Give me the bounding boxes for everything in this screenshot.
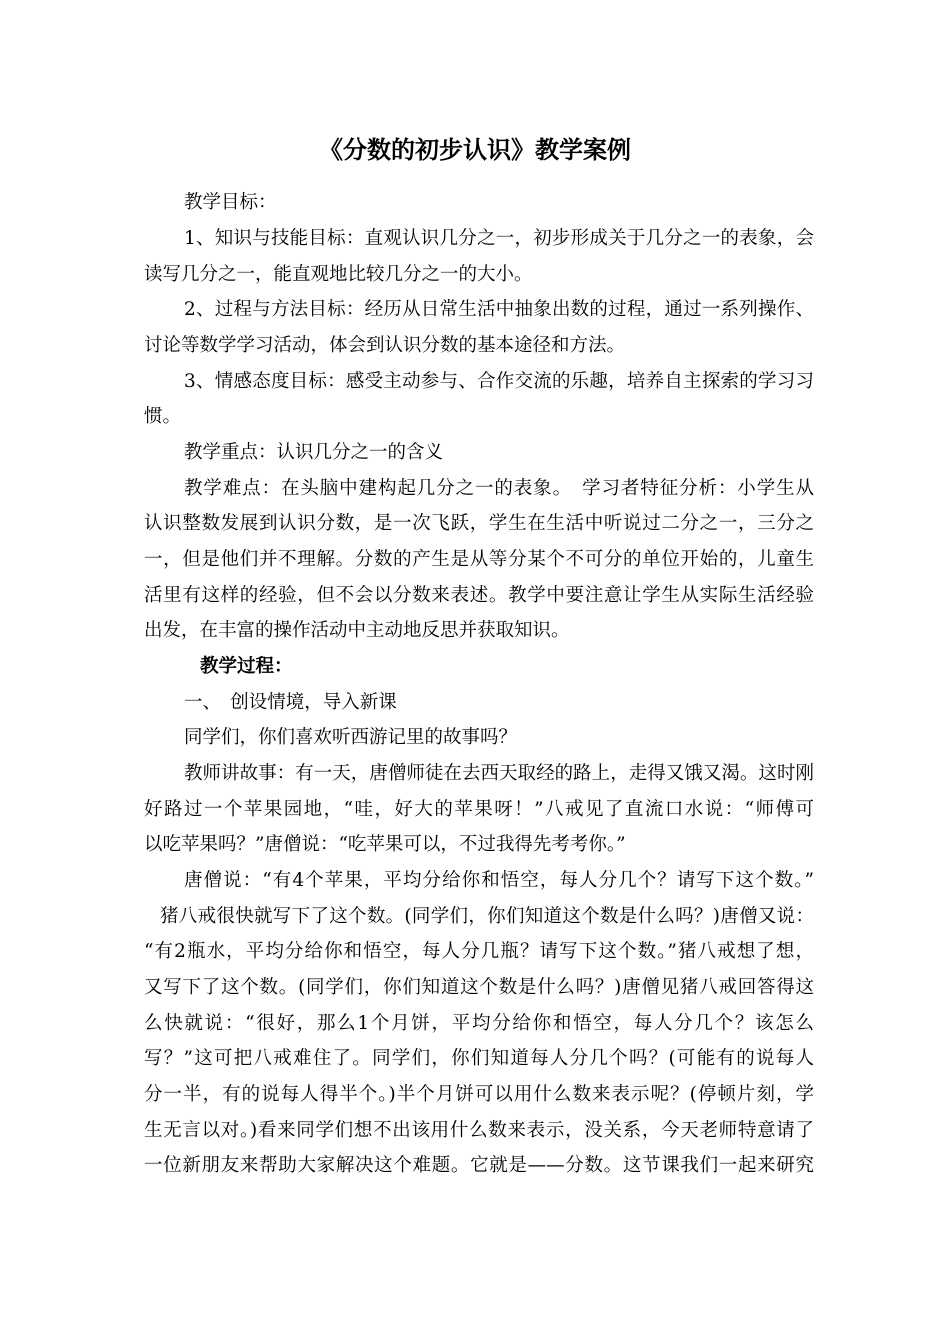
paragraph-line: 么快就说：“很好，那么1个月饼，平均分给你和悟空，每人分几个？该怎么 bbox=[144, 1013, 814, 1034]
paragraph-line: 1、知识与技能目标：直观认识几分之一，初步形成关于几分之一的表象，会 bbox=[184, 228, 814, 249]
document-title: 《分数的初步认识》教学案例 bbox=[319, 135, 631, 164]
paragraph-line: 教学重点：认识几分之一的含义 bbox=[184, 442, 444, 463]
paragraph-line: 生无言以对。)看来同学们想不出该用什么数来表示，没关系，今天老师特意请了 bbox=[144, 1120, 814, 1141]
paragraph-line: 读写几分之一，能直观地比较几分之一的大小。 bbox=[144, 264, 533, 285]
paragraph-line: 好路过一个苹果园地，“哇，好大的苹果呀！”八戒见了直流口水说：“师傅可 bbox=[144, 799, 814, 820]
paragraph-line: 分一半，有的说每人得半个。)半个月饼可以用什么数来表示呢？(停顿片刻，学 bbox=[144, 1084, 814, 1105]
paragraph-line: 一，但是他们并不理解。分数的产生是从等分某个不可分的单位开始的，儿童生 bbox=[144, 549, 814, 570]
paragraph-line: 一、 创设情境，导入新课 bbox=[184, 692, 397, 713]
paragraph-line: 认识整数发展到认识分数，是一次飞跃，学生在生活中听说过二分之一，三分之 bbox=[144, 513, 814, 534]
paragraph-line: 猪八戒很快就写下了这个数。(同学们，你们知道这个数是什么吗？)唐僧又说： bbox=[160, 906, 814, 927]
paragraph-line: 活里有这样的经验，但不会以分数来表述。教学中要注意让学生从实际生活经验 bbox=[144, 585, 814, 606]
paragraph-line: 一位新朋友来帮助大家解决这个难题。它就是——分数。这节课我们一起来研究 bbox=[144, 1155, 814, 1176]
paragraph-line: 教学目标： bbox=[184, 192, 277, 213]
paragraph-line: 以吃苹果吗？”唐僧说：“吃苹果可以，不过我得先考考你。” bbox=[144, 834, 626, 855]
paragraph-line: 2、过程与方法目标：经历从日常生活中抽象出数的过程，通过一系列操作、 bbox=[184, 299, 814, 320]
paragraph-line: 写？”这可把八戒难住了。同学们，你们知道每人分几个吗？(可能有的说每人 bbox=[144, 1048, 814, 1069]
paragraph-line: 3、情感态度目标：感受主动参与、合作交流的乐趣，培养自主探索的学习习 bbox=[184, 371, 814, 392]
paragraph-line: “有2瓶水，平均分给你和悟空，每人分几瓶？请写下这个数。”猪八戒想了想， bbox=[144, 941, 814, 962]
paragraph-line: 唐僧说：“有4个苹果，平均分给你和悟空，每人分几个？请写下这个数。” bbox=[184, 870, 814, 891]
paragraph-line: 教师讲故事：有一天，唐僧师徒在去西天取经的路上，走得又饿又渴。这时刚 bbox=[184, 763, 814, 784]
section-heading: 教学过程： bbox=[200, 656, 293, 677]
paragraph-line: 又写下了这个数。(同学们，你们知道这个数是什么吗？)唐僧见猪八戒回答得这 bbox=[144, 977, 814, 998]
paragraph-line: 教学难点：在头脑中建构起几分之一的表象。 学习者特征分析：小学生从 bbox=[184, 478, 814, 499]
paragraph-line: 讨论等数学学习活动，体会到认识分数的基本途径和方法。 bbox=[144, 335, 626, 356]
paragraph-line: 出发，在丰富的操作活动中主动地反思并获取知识。 bbox=[144, 620, 570, 641]
paragraph-line: 惯。 bbox=[144, 406, 182, 427]
paragraph-line: 同学们，你们喜欢听西游记里的故事吗？ bbox=[184, 727, 518, 748]
